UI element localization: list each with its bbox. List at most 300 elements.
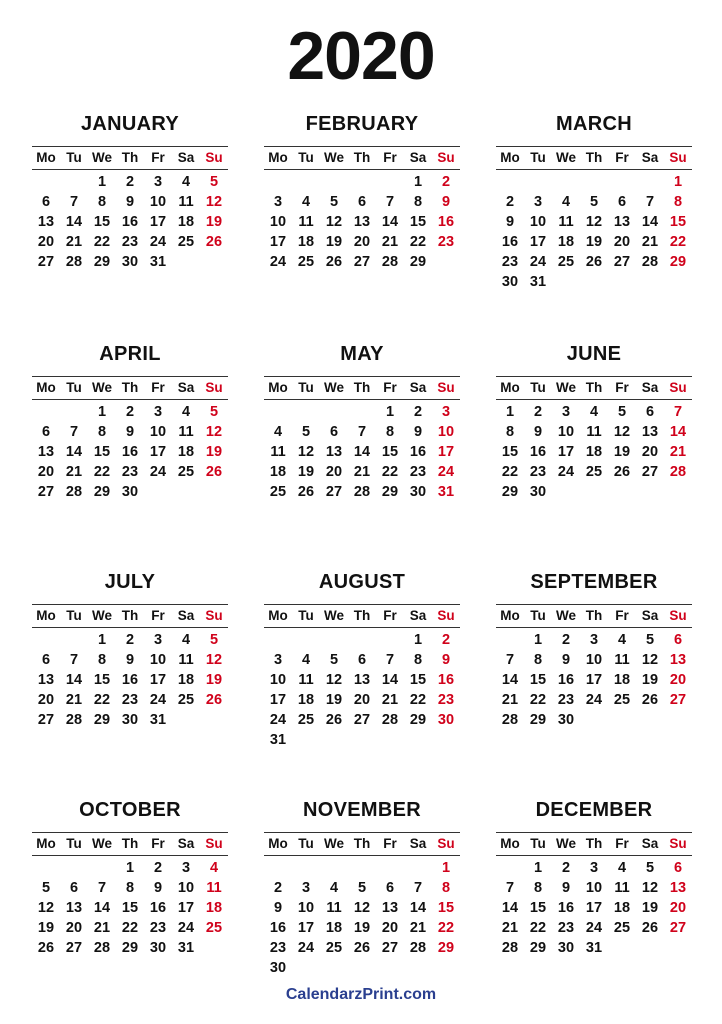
weekday-label: Mo: [36, 380, 56, 395]
day-cell: 20: [641, 444, 659, 460]
year-title: 2020: [287, 18, 435, 94]
day-cell: 12: [297, 444, 315, 460]
day-cell: 19: [641, 672, 659, 688]
day-cell: 26: [641, 920, 659, 936]
day-cell: 13: [669, 652, 687, 668]
day-cell: 9: [441, 194, 451, 210]
week-row: [32, 252, 228, 272]
day-cell: 31: [149, 254, 167, 270]
empty-cell: [580, 172, 608, 192]
day-cell: 19: [353, 920, 371, 936]
weekday-header: [496, 376, 692, 400]
day-cell: 27: [353, 712, 371, 728]
day-cell: 20: [37, 692, 55, 708]
weekday-label: We: [323, 608, 344, 623]
weekday-label: Mo: [36, 150, 56, 165]
day-cell: 25: [325, 940, 343, 956]
week-row: [496, 898, 692, 918]
weekday-label: Fr: [383, 150, 397, 165]
week-row: [32, 192, 228, 212]
day-cell: 3: [153, 404, 163, 420]
week-row: [496, 232, 692, 252]
week-row: [496, 212, 692, 232]
day-cell: 21: [65, 234, 83, 250]
weekday-label: Th: [121, 608, 139, 623]
day-cell: 7: [69, 424, 79, 440]
day-cell: 9: [125, 424, 135, 440]
week-row: [496, 690, 692, 710]
weekday-label: Sa: [409, 608, 427, 623]
empty-cell: [376, 858, 404, 878]
day-cell: 23: [529, 464, 547, 480]
empty-cell: [580, 272, 608, 292]
day-cell: 30: [529, 484, 547, 500]
day-cell: 6: [645, 404, 655, 420]
day-cell: 20: [613, 234, 631, 250]
empty-cell: [664, 938, 692, 958]
day-cell: 3: [561, 404, 571, 420]
day-cell: 24: [269, 254, 287, 270]
day-cell: 2: [561, 860, 571, 876]
day-cell: 13: [669, 880, 687, 896]
day-cell: 22: [93, 464, 111, 480]
weekday-label: Su: [205, 608, 223, 623]
day-cell: 14: [501, 900, 519, 916]
day-cell: 24: [149, 234, 167, 250]
day-cell: 21: [381, 692, 399, 708]
weekday-label: Tu: [298, 836, 314, 851]
day-cell: 6: [617, 194, 627, 210]
day-cell: 2: [561, 632, 571, 648]
day-cell: 25: [297, 712, 315, 728]
day-cell: 14: [381, 672, 399, 688]
empty-cell: [320, 958, 348, 978]
day-cell: 9: [533, 424, 543, 440]
day-cell: 8: [441, 880, 451, 896]
weekday-label: Fr: [151, 150, 165, 165]
day-cell: 15: [409, 672, 427, 688]
week-row: [264, 918, 460, 938]
day-cell: 1: [385, 404, 395, 420]
day-cell: 29: [501, 484, 519, 500]
weekday-label: Su: [437, 150, 455, 165]
week-row: [264, 252, 460, 272]
month-name: AUGUST: [318, 571, 406, 593]
day-cell: 3: [589, 860, 599, 876]
day-cell: 22: [501, 464, 519, 480]
weekday-label: Su: [437, 836, 455, 851]
day-cell: 19: [205, 214, 223, 230]
day-cell: 23: [121, 234, 139, 250]
day-cell: 12: [641, 880, 659, 896]
month-october: [32, 796, 228, 958]
empty-cell: [292, 630, 320, 650]
day-cell: 4: [329, 880, 339, 896]
day-cell: 27: [37, 254, 55, 270]
month-february: [264, 110, 460, 272]
day-cell: 17: [585, 672, 603, 688]
weekday-label: We: [555, 380, 576, 395]
week-row: [32, 630, 228, 650]
day-cell: 19: [37, 920, 55, 936]
week-row: [264, 172, 460, 192]
day-cell: 11: [178, 424, 194, 440]
weekday-label: Mo: [500, 150, 520, 165]
empty-cell: [580, 482, 608, 502]
empty-cell: [608, 482, 636, 502]
day-cell: 31: [269, 732, 287, 748]
day-cell: 24: [529, 254, 547, 270]
weekday-label: Tu: [66, 836, 82, 851]
empty-cell: [32, 858, 60, 878]
day-cell: 4: [617, 632, 627, 648]
day-cell: 22: [437, 920, 455, 936]
day-cell: 16: [121, 444, 139, 460]
empty-cell: [172, 710, 200, 730]
day-cell: 28: [93, 940, 111, 956]
day-cell: 5: [301, 424, 311, 440]
empty-cell: [376, 958, 404, 978]
week-row: [32, 212, 228, 232]
weekday-header: [32, 604, 228, 628]
week-row: [264, 938, 460, 958]
day-cell: 18: [297, 234, 315, 250]
day-cell: 14: [93, 900, 111, 916]
empty-cell: [292, 958, 320, 978]
day-cell: 26: [205, 692, 223, 708]
day-cell: 25: [269, 484, 287, 500]
day-cell: 31: [177, 940, 195, 956]
day-cell: 11: [178, 652, 194, 668]
weekday-label: Mo: [500, 836, 520, 851]
empty-cell: [348, 958, 376, 978]
day-cell: 28: [381, 254, 399, 270]
day-cell: 17: [149, 214, 167, 230]
weekday-label: Th: [353, 608, 371, 623]
month-june: [496, 340, 692, 502]
month-name: DECEMBER: [535, 799, 653, 821]
day-cell: 26: [297, 484, 315, 500]
day-cell: 21: [641, 234, 659, 250]
month-september: [496, 568, 692, 730]
weekday-label: Su: [205, 150, 223, 165]
empty-cell: [348, 858, 376, 878]
day-cell: 11: [326, 900, 342, 916]
weekday-label: Sa: [641, 380, 659, 395]
day-cell: 24: [557, 464, 575, 480]
day-cell: 7: [385, 194, 395, 210]
weekday-label: Sa: [177, 150, 195, 165]
empty-cell: [432, 252, 460, 272]
empty-cell: [292, 730, 320, 750]
day-cell: 13: [37, 444, 55, 460]
weekday-label: Th: [121, 380, 139, 395]
empty-cell: [636, 710, 664, 730]
day-cell: 10: [149, 652, 167, 668]
day-cell: 20: [353, 234, 371, 250]
day-cell: 25: [557, 254, 575, 270]
day-cell: 7: [413, 880, 423, 896]
day-cell: 8: [413, 194, 423, 210]
day-cell: 27: [37, 484, 55, 500]
empty-cell: [636, 172, 664, 192]
day-cell: 13: [641, 424, 659, 440]
week-row: [496, 172, 692, 192]
weekday-label: Tu: [530, 150, 546, 165]
day-cell: 26: [585, 254, 603, 270]
day-cell: 13: [37, 672, 55, 688]
day-cell: 28: [641, 254, 659, 270]
empty-cell: [636, 272, 664, 292]
day-cell: 3: [301, 880, 311, 896]
day-cell: 11: [206, 880, 222, 896]
week-row: [496, 462, 692, 482]
day-cell: 19: [325, 234, 343, 250]
empty-cell: [264, 172, 292, 192]
day-cell: 3: [589, 632, 599, 648]
day-cell: 2: [125, 404, 135, 420]
week-row: [496, 272, 692, 292]
day-cell: 24: [269, 712, 287, 728]
weekday-label: Su: [437, 380, 455, 395]
day-cell: 5: [209, 404, 219, 420]
weekday-label: Th: [121, 836, 139, 851]
day-cell: 29: [93, 484, 111, 500]
weekday-label: Sa: [409, 836, 427, 851]
day-cell: 19: [613, 444, 631, 460]
day-cell: 28: [65, 712, 83, 728]
day-cell: 12: [205, 424, 223, 440]
empty-cell: [608, 938, 636, 958]
weekday-label: We: [323, 150, 344, 165]
day-cell: 16: [121, 672, 139, 688]
day-cell: 2: [153, 860, 163, 876]
empty-cell: [580, 710, 608, 730]
empty-cell: [172, 252, 200, 272]
empty-cell: [608, 710, 636, 730]
weekday-label: Th: [585, 150, 603, 165]
weekday-label: Su: [669, 150, 687, 165]
weekday-label: Fr: [615, 836, 629, 851]
week-row: [496, 402, 692, 422]
empty-cell: [552, 272, 580, 292]
weekday-header: [32, 376, 228, 400]
day-cell: 28: [65, 254, 83, 270]
day-cell: 23: [437, 692, 455, 708]
day-cell: 12: [325, 214, 343, 230]
weekday-label: Tu: [298, 608, 314, 623]
day-cell: 3: [273, 194, 283, 210]
month-name: JANUARY: [80, 113, 180, 135]
week-row: [264, 232, 460, 252]
week-row: [32, 172, 228, 192]
day-cell: 23: [557, 692, 575, 708]
day-cell: 30: [149, 940, 167, 956]
day-cell: 27: [669, 920, 687, 936]
day-cell: 29: [669, 254, 687, 270]
empty-cell: [200, 482, 228, 502]
day-cell: 28: [65, 484, 83, 500]
day-cell: 6: [357, 194, 367, 210]
month-name: JULY: [104, 571, 156, 593]
day-cell: 31: [585, 940, 603, 956]
weekday-label: Th: [353, 380, 371, 395]
month-name: JUNE: [566, 343, 622, 365]
empty-cell: [320, 858, 348, 878]
site-footer: CalendarzPrint.com: [285, 986, 437, 1003]
day-cell: 11: [298, 672, 314, 688]
weekday-label: Sa: [177, 836, 195, 851]
weekday-label: Mo: [268, 150, 288, 165]
day-cell: 27: [37, 712, 55, 728]
weekday-label: Mo: [268, 836, 288, 851]
week-row: [496, 858, 692, 878]
weekday-header: [496, 832, 692, 856]
weekday-label: Mo: [268, 608, 288, 623]
day-cell: 7: [673, 404, 683, 420]
day-cell: 25: [177, 234, 195, 250]
day-cell: 5: [329, 652, 339, 668]
day-cell: 23: [409, 464, 427, 480]
day-cell: 29: [93, 712, 111, 728]
day-cell: 29: [381, 484, 399, 500]
day-cell: 11: [558, 214, 574, 230]
empty-cell: [376, 172, 404, 192]
day-cell: 10: [177, 880, 195, 896]
month-name: SEPTEMBER: [530, 571, 658, 593]
weekday-label: Fr: [615, 380, 629, 395]
day-cell: 18: [297, 692, 315, 708]
week-row: [264, 482, 460, 502]
day-cell: 9: [125, 652, 135, 668]
day-cell: 12: [613, 424, 631, 440]
week-row: [264, 442, 460, 462]
empty-cell: [264, 858, 292, 878]
day-cell: 26: [37, 940, 55, 956]
empty-cell: [348, 630, 376, 650]
day-cell: 22: [381, 464, 399, 480]
day-cell: 1: [505, 404, 515, 420]
empty-cell: [144, 482, 172, 502]
day-cell: 4: [617, 860, 627, 876]
empty-cell: [200, 938, 228, 958]
weekday-label: Sa: [409, 380, 427, 395]
day-cell: 12: [325, 672, 343, 688]
day-cell: 24: [297, 940, 315, 956]
weekday-label: Th: [353, 836, 371, 851]
weekday-label: Fr: [383, 836, 397, 851]
empty-cell: [404, 730, 432, 750]
empty-cell: [32, 172, 60, 192]
day-cell: 27: [353, 254, 371, 270]
month-march: [496, 110, 692, 292]
week-row: [32, 858, 228, 878]
day-cell: 17: [149, 444, 167, 460]
weekday-label: We: [91, 608, 112, 623]
weekday-label: We: [323, 380, 344, 395]
day-cell: 14: [65, 214, 83, 230]
day-cell: 20: [37, 234, 55, 250]
day-cell: 4: [273, 424, 283, 440]
weekday-label: Fr: [151, 380, 165, 395]
day-cell: 18: [557, 234, 575, 250]
empty-cell: [664, 482, 692, 502]
day-cell: 25: [177, 464, 195, 480]
day-cell: 26: [641, 692, 659, 708]
day-cell: 25: [205, 920, 223, 936]
day-cell: 28: [501, 712, 519, 728]
month-may: [264, 340, 460, 502]
weekday-label: We: [91, 836, 112, 851]
day-cell: 22: [121, 920, 139, 936]
day-cell: 13: [353, 214, 371, 230]
day-cell: 10: [557, 424, 575, 440]
day-cell: 31: [437, 484, 455, 500]
weekday-label: We: [555, 150, 576, 165]
day-cell: 29: [529, 940, 547, 956]
day-cell: 7: [385, 652, 395, 668]
day-cell: 18: [177, 444, 195, 460]
empty-cell: [320, 402, 348, 422]
day-cell: 14: [65, 444, 83, 460]
day-cell: 16: [149, 900, 167, 916]
day-cell: 18: [325, 920, 343, 936]
weekday-label: Fr: [615, 150, 629, 165]
empty-cell: [320, 730, 348, 750]
day-cell: 15: [529, 672, 547, 688]
weekday-label: Su: [205, 380, 223, 395]
day-cell: 16: [557, 672, 575, 688]
day-cell: 10: [269, 214, 287, 230]
empty-cell: [376, 630, 404, 650]
day-cell: 20: [37, 464, 55, 480]
weekday-label: Tu: [66, 380, 82, 395]
day-cell: 23: [269, 940, 287, 956]
empty-cell: [376, 730, 404, 750]
day-cell: 9: [441, 652, 451, 668]
empty-cell: [664, 710, 692, 730]
day-cell: 6: [41, 652, 51, 668]
empty-cell: [608, 272, 636, 292]
day-cell: 6: [673, 632, 683, 648]
day-cell: 24: [149, 464, 167, 480]
week-row: [264, 462, 460, 482]
day-cell: 18: [613, 672, 631, 688]
day-cell: 29: [409, 712, 427, 728]
weekday-label: We: [91, 380, 112, 395]
empty-cell: [200, 252, 228, 272]
weekday-label: Tu: [298, 150, 314, 165]
day-cell: 10: [529, 214, 547, 230]
day-cell: 29: [409, 254, 427, 270]
day-cell: 19: [585, 234, 603, 250]
day-cell: 5: [209, 632, 219, 648]
day-cell: 17: [585, 900, 603, 916]
day-cell: 16: [557, 900, 575, 916]
day-cell: 10: [149, 194, 167, 210]
weekday-label: Sa: [177, 380, 195, 395]
week-row: [32, 710, 228, 730]
day-cell: 1: [441, 860, 451, 876]
day-cell: 10: [149, 424, 167, 440]
week-row: [264, 898, 460, 918]
weekday-header: [264, 376, 460, 400]
day-cell: 16: [529, 444, 547, 460]
week-row: [496, 482, 692, 502]
empty-cell: [496, 172, 524, 192]
week-row: [264, 630, 460, 650]
day-cell: 21: [409, 920, 427, 936]
